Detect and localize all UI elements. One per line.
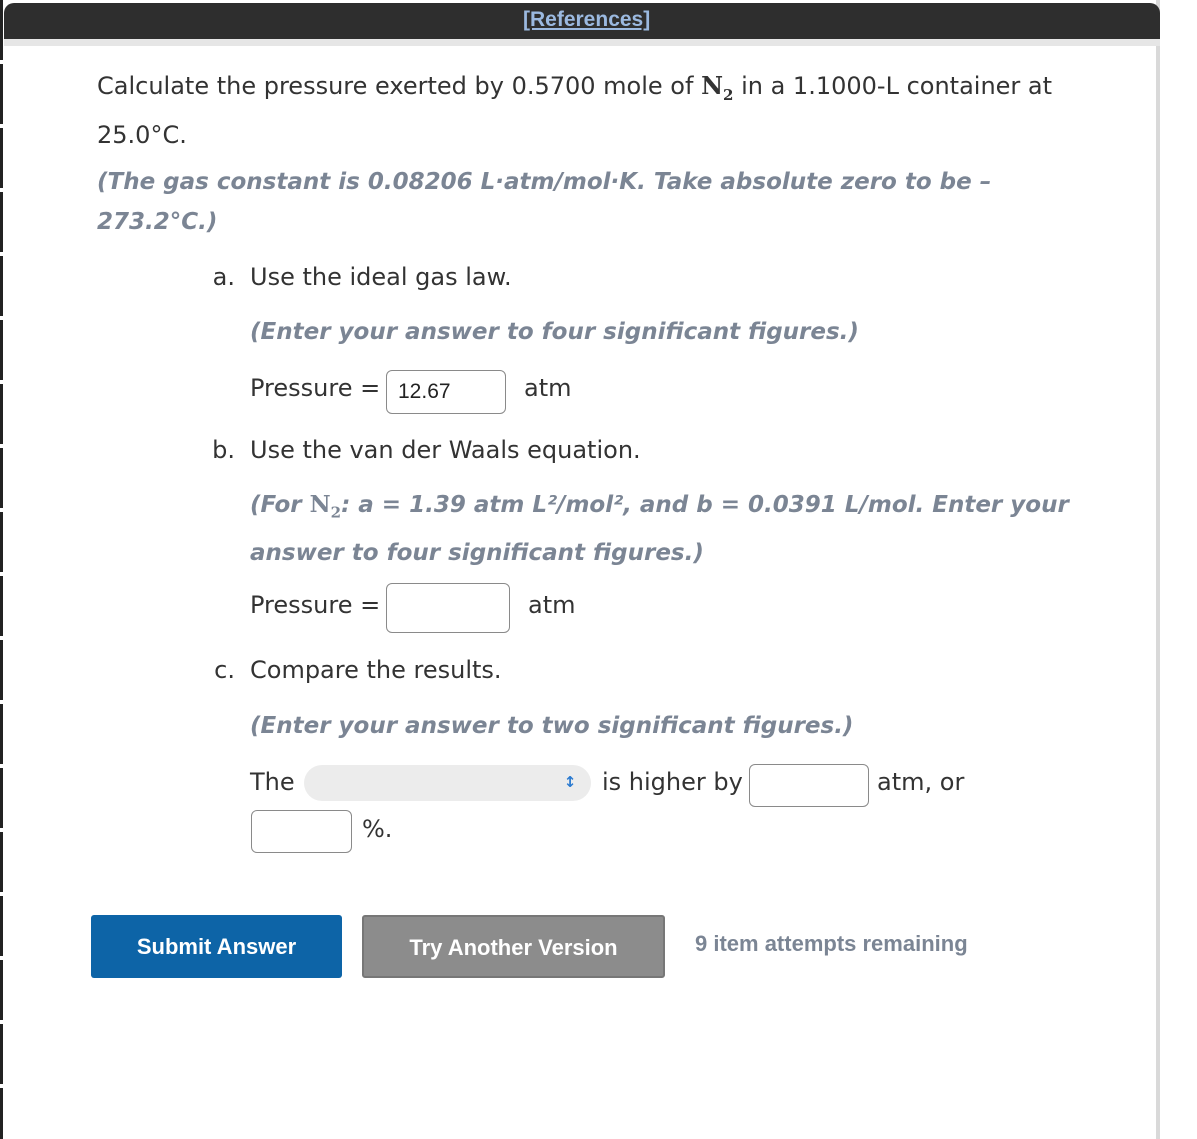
part-c-percent-input[interactable] bbox=[251, 810, 352, 853]
part-b-instruction: Use the van der Waals equation. bbox=[250, 436, 641, 464]
gas-constant-note: (The gas constant is 0.08206 L·atm/mol·K. Take absolute zero to be –273.2°C.) bbox=[97, 169, 992, 235]
part-a-letter: a. bbox=[212, 263, 235, 291]
question-formula: $N_2$ bbox=[701, 71, 734, 104]
part-c-atm-input[interactable] bbox=[749, 764, 869, 807]
part-c-the-label: The bbox=[250, 768, 295, 796]
part-c-percent-label: %. bbox=[362, 815, 393, 843]
part-a-pressure-label: Pressure = bbox=[250, 374, 381, 402]
top-bar-shadow bbox=[4, 39, 1160, 46]
part-b-unit: atm bbox=[528, 591, 576, 619]
attempts-remaining-text: 9 item attempts remaining bbox=[695, 931, 968, 956]
chevron-up-down-icon: ↕ bbox=[563, 773, 577, 791]
part-b-pressure-label: Pressure = bbox=[250, 591, 381, 619]
part-a-hint: (Enter your answer to four significant figures.) bbox=[250, 319, 859, 345]
part-c-higher-label: is higher by bbox=[602, 768, 743, 796]
part-c-instruction: Compare the results. bbox=[250, 656, 502, 684]
question-text-before: Calculate the pressure exerted by 0.5700 mole of bbox=[97, 72, 702, 100]
part-c-atm-or-label: atm, or bbox=[877, 768, 965, 796]
part-b-pressure-input[interactable] bbox=[386, 583, 510, 633]
part-b-letter: b. bbox=[212, 436, 235, 464]
references-link[interactable]: [References] bbox=[523, 8, 651, 31]
higher-method-select[interactable] bbox=[304, 765, 591, 801]
part-a-pressure-input[interactable] bbox=[386, 370, 506, 414]
submit-answer-button[interactable]: Submit Answer bbox=[91, 915, 342, 978]
part-c-letter: c. bbox=[214, 656, 235, 684]
question-text bbox=[97, 66, 1057, 155]
part-a-unit: atm bbox=[524, 374, 572, 402]
part-b-formula: $N_2$ bbox=[309, 491, 342, 522]
question-text-after: in a 1.1000-L container at 25.0°C. bbox=[97, 72, 1053, 149]
part-a-instruction: Use the ideal gas law. bbox=[250, 263, 512, 291]
part-b-hint: (For $N_2$: a = 1.39 atm L²/mol², and b = 0.0391 L/mol. Enter your answer to four significant figures.) bbox=[250, 491, 1069, 566]
part-c-hint: (Enter your answer to two significant figures.) bbox=[250, 713, 854, 739]
try-another-version-button[interactable]: Try Another Version bbox=[362, 915, 665, 978]
left-edge-rule bbox=[0, 0, 3, 1139]
